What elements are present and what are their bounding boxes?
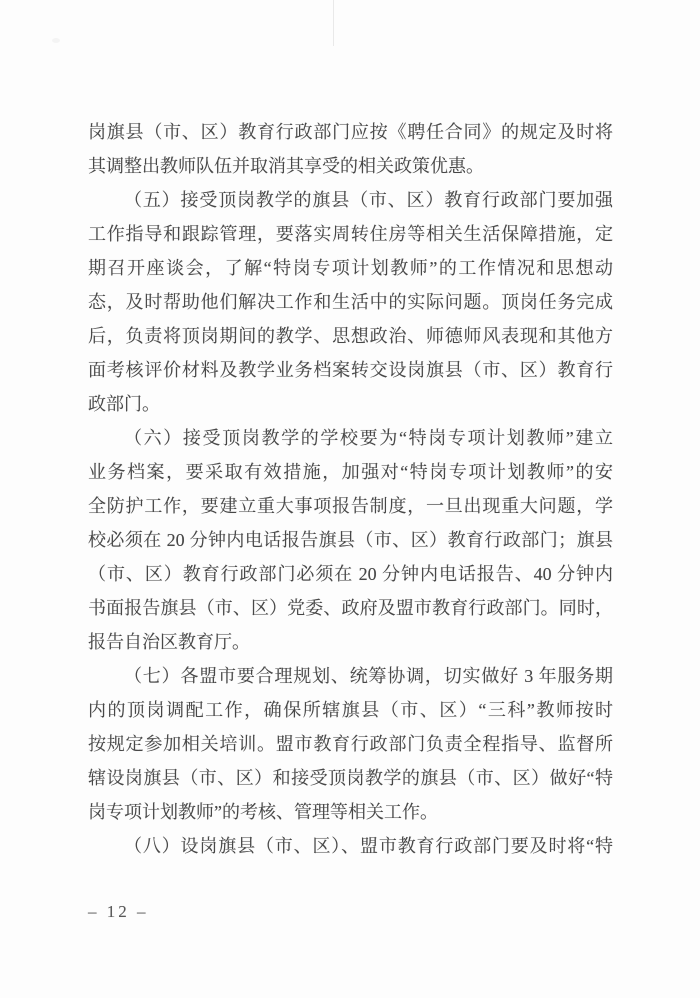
text-line: 岗专项计划教师”的考核、管理等相关工作。	[88, 802, 438, 822]
text-line: 内的顶岗调配工作，确保所辖旗县（市、区）“三科”教师按时	[88, 700, 613, 720]
text-line: 态，及时帮助他们解决工作和生活中的实际问题。顶岗任务完成	[88, 292, 613, 312]
text-line: 其调整出教师队伍并取消其享受的相关政策优惠。	[88, 156, 484, 176]
text-line: （八）设岗旗县（市、区）、盟市教育行政部门要及时将“特	[124, 836, 613, 856]
text-line: （六）接受顶岗教学的学校要为“特岗专项计划教师”建立	[124, 428, 613, 448]
body-text	[88, 115, 613, 863]
text-line: 全防护工作，要建立重大事项报告制度，一旦出现重大问题，学	[88, 496, 613, 516]
text-line: （市、区）教育行政部门必须在 20 分钟内电话报告、40 分钟内	[88, 564, 613, 584]
text-line: 工作指导和跟踪管理，要落实周转住房等相关生活保障措施，定	[88, 224, 613, 244]
scan-smudge-artifact	[52, 38, 60, 43]
text-line: 后，负责将顶岗期间的教学、思想政治、师德师风表现和其他方	[88, 326, 613, 346]
page-number: – 12 –	[88, 902, 149, 921]
text-line: 期召开座谈会，了解“特岗专项计划教师”的工作情况和思想动	[88, 258, 613, 278]
scan-crease-artifact	[333, 0, 334, 46]
text-line: 政部门。	[88, 394, 160, 414]
text-line: （七）各盟市要合理规划、统筹协调，切实做好 3 年服务期	[124, 666, 613, 686]
text-line: 按规定参加相关培训。盟市教育行政部门负责全程指导、监督所	[88, 734, 613, 754]
text-line: 面考核评价材料及教学业务档案转交设岗旗县（市、区）教育行	[88, 360, 613, 380]
text-line: 书面报告旗县（市、区）党委、政府及盟市教育行政部门。同时，	[88, 598, 613, 618]
text-line: （五）接受顶岗教学的旗县（市、区）教育行政部门要加强	[124, 190, 613, 210]
text-line: 辖设岗旗县（市、区）和接受顶岗教学的旗县（市、区）做好“特	[88, 768, 613, 788]
text-line: 业务档案，要采取有效措施，加强对“特岗专项计划教师”的安	[88, 462, 613, 482]
text-line: 岗旗县（市、区）教育行政部门应按《聘任合同》的规定及时将	[88, 122, 613, 142]
text-line: 报告自治区教育厅。	[88, 632, 250, 652]
text-line: 校必须在 20 分钟内电话报告旗县（市、区）教育行政部门；旗县	[88, 530, 613, 550]
